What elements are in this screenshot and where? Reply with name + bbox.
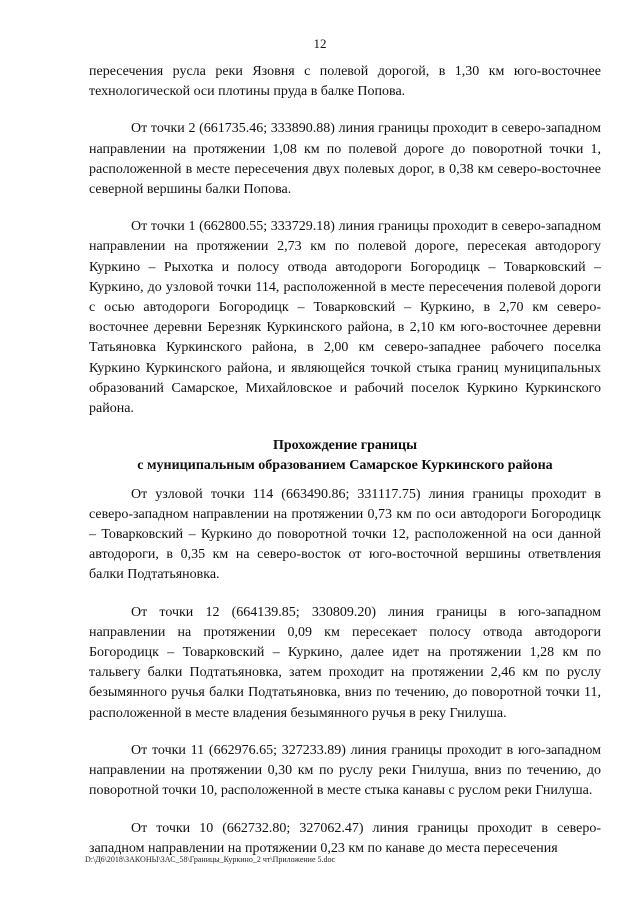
paragraph-point-11: От точки 11 (662976.65; 327233.89) линия границы проходит в юго-западном направлении на протяжении 0,30 км по руслу реки Гнилуша, вниз по течению, до поворотной точки 10, расположенной в месте стыка канавы с руслом реки Гнилуша. bbox=[89, 742, 601, 799]
document-body bbox=[89, 62, 601, 876]
paragraph-point-2: От точки 2 (661735.46; 333890.88) линия границы проходит в северо-западном направлении на протяжении 1,08 км по полевой дороге до поворотной точки 1, расположенной в месте пересечения двух полевых дорог, в 0,38 км северо-восточнее северной вершины балки Попова. bbox=[89, 121, 601, 198]
section-heading bbox=[89, 436, 601, 476]
paragraph-continuation: пересечения русла реки Язовня с полевой дорогой, в 1,30 км юго-восточнее технологической оси плотины пруда в балке Попова. bbox=[89, 64, 601, 100]
paragraph-point-12: От точки 12 (664139.85; 330809.20) линия границы в юго-западном направлении на протяжении 0,09 км пересекает полосу отвода автодороги Богородицк – Товарковский – Куркино, далее идет на протяжении 1,28 км по тальвегу балки Подтатьяновка, затем проходит на протяжении 2,46 км по руслу безымянного ручья балки Подтатьяновка, вниз по течению, до поворотной точки 11, расположенной в месте владения безымянного ручья в реку Гнилуша. bbox=[89, 604, 601, 721]
paragraph-point-114: От узловой точки 114 (663490.86; 331117.75) линия границы проходит в северо-западном направлении на протяжении 0,73 км по оси автодороги Богородицк – Товарковский – Куркино до поворотной точки 12, расположенной на оси данной автодороги, в 0,35 км на северо-восток от юго-восточной вершины ответвления балки Подтатьяновка. bbox=[89, 486, 601, 583]
paragraph-point-1: От точки 1 (662800.55; 333729.18) линия границы проходит в северо-западном направлении на протяжении 2,73 км по полевой дороге, пересекая автодорогу Куркино – Рыхотка и полосу отвода автодороги Богородицк – Товарковский – Куркино, до узловой точки 114, расположенной в месте пересечения полевой дороги с осью автодороги Богородицк – Товарковский – Куркино, в 2,70 км северо-восточнее деревни Березняк Куркинского района, в 2,10 км юго-восточнее деревни Татьяновка Куркинского района, в 2,00 км северо-западнее рабочего поселка Куркино Куркинского района, и являющейся точкой стыка границ муниципальных образований Самарское, Михайловское и рабочий поселок Куркино Куркинского района. bbox=[89, 219, 601, 417]
section-heading-line-2: с муниципальным образованием Самарское Куркинского района bbox=[137, 458, 553, 474]
paragraph-point-10: От точки 10 (662732.80; 327062.47) линия границы проходит в северо-западном направлении на протяжении 0,23 км по канаве до места пересечения bbox=[89, 820, 601, 856]
page-number: 12 bbox=[313, 36, 327, 51]
section-heading-line-1: Прохождение границы bbox=[272, 438, 417, 454]
footer-file-path: D:\Д6\2018\ЗАКОНЫ\ЗАС_58\Границы_Куркино_2 чт\Приложение 5.doc bbox=[85, 855, 336, 864]
